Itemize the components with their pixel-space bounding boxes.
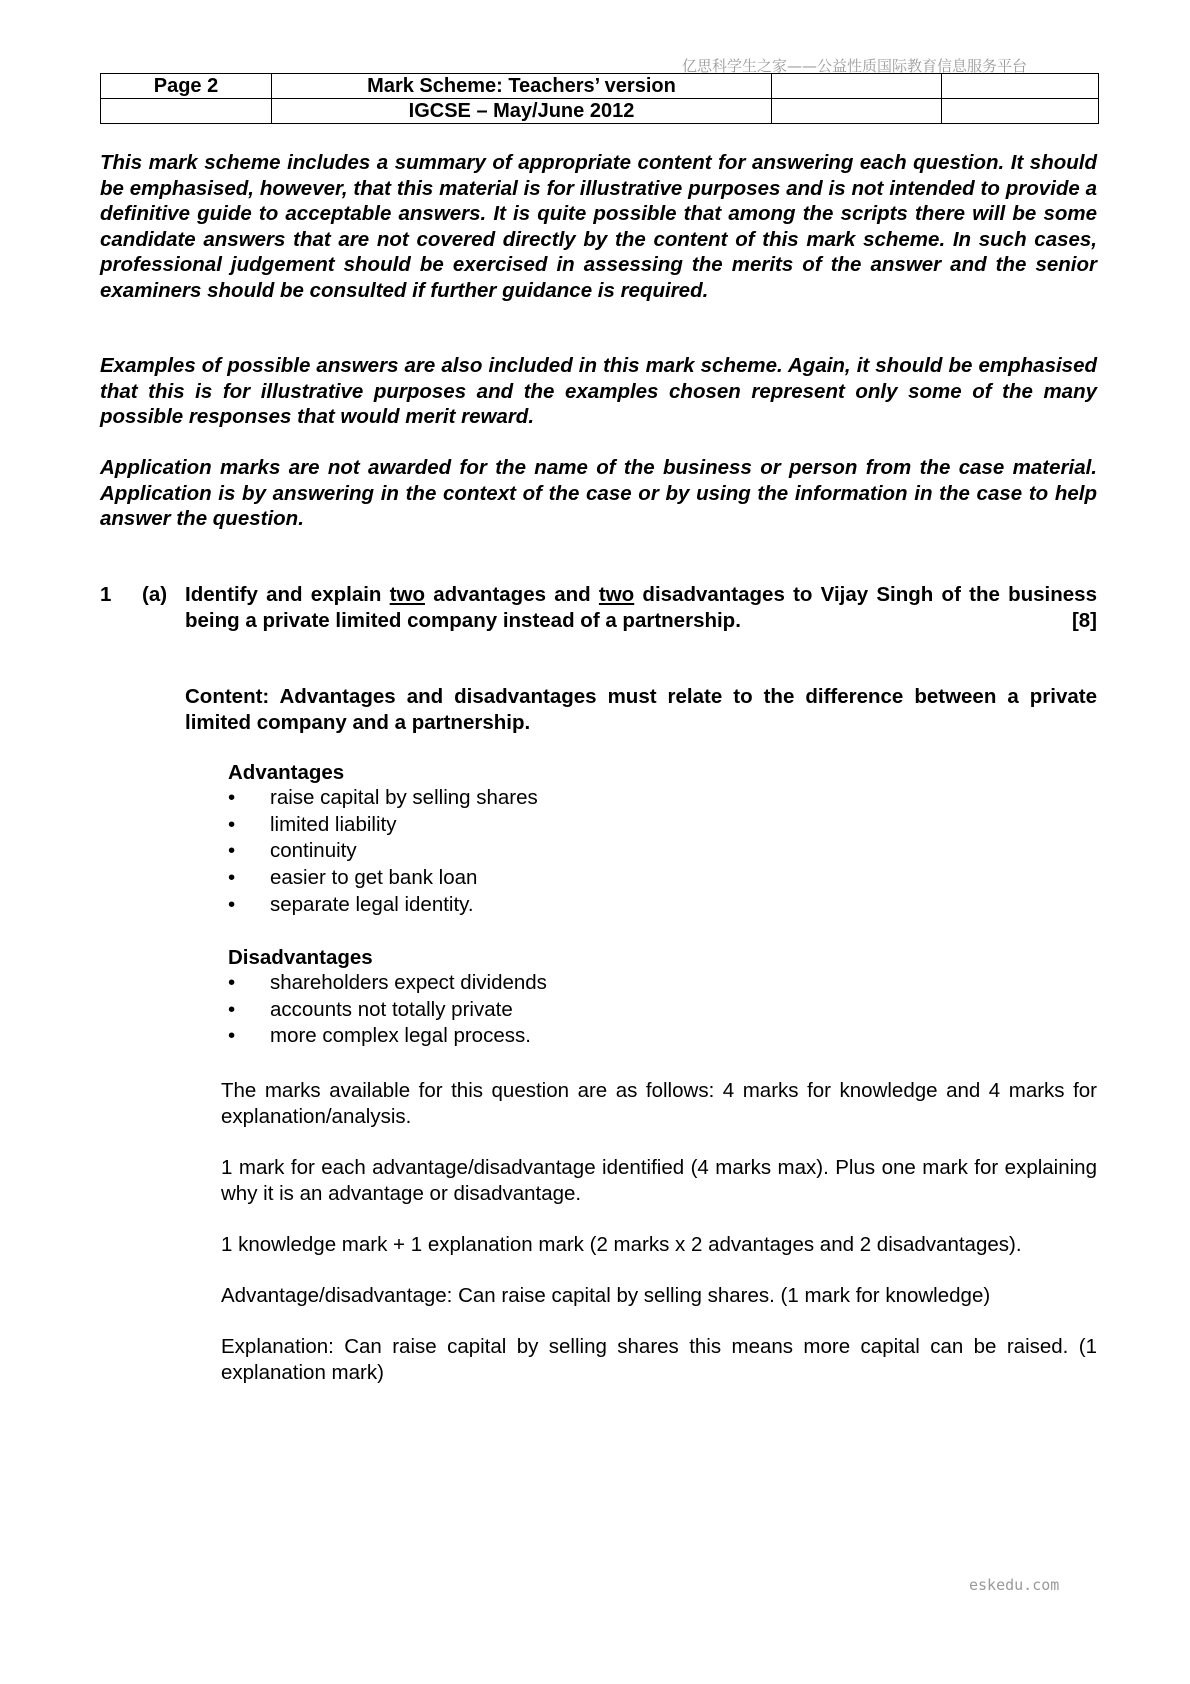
- question-underline-two: two: [598, 583, 635, 606]
- content-note: Content: Advantages and disadvantages must relate to the difference between a private limited company and a partnership.: [185, 685, 1097, 734]
- list-item: • limited liability: [228, 812, 538, 839]
- page-header-table: [100, 73, 1099, 124]
- list-item: • raise capital by selling shares: [228, 785, 538, 812]
- question-underline-two: two: [389, 583, 425, 606]
- intro-paragraph-1: This mark scheme includes a summary of appropriate content for answering each question. It should be emphasised, however, that this material is for illustrative purposes and is not intended to provide a definitive guide to acceptable answers. It is quite possible that among the scripts there will be some candidate answers that are not covered directly by the content of this mark scheme. In such cases, professional judgement should be exercised in assessing the merits of the answer and the senior examiners should be consulted if further guidance is required.: [100, 151, 1097, 302]
- header-row-1: [101, 74, 1099, 99]
- header-empty-cell: [772, 74, 942, 99]
- question-text: [185, 582, 1097, 633]
- advantages-heading: Advantages: [228, 761, 345, 784]
- header-empty-cell: [101, 99, 272, 124]
- question-number: 1: [100, 583, 112, 606]
- question-part: (a): [142, 583, 168, 606]
- guidance-paragraph-1: The marks available for this question are as follows: 4 marks for knowledge and 4 marks for explanation/analysis.: [221, 1079, 1097, 1128]
- header-empty-cell: [942, 74, 1099, 99]
- header-empty-cell: [772, 99, 942, 124]
- bullet-icon: •: [228, 892, 236, 916]
- list-item: • accounts not totally private: [228, 997, 547, 1024]
- exam-session: IGCSE – May/June 2012: [272, 99, 772, 124]
- bullet-icon: •: [228, 866, 236, 890]
- question-text-2: advantages and: [424, 583, 599, 606]
- intro-paragraph-3: Application marks are not awarded for the name of the business or person from the case material. Application is by answering in the context of the case or by using the information in the case to help answer the question.: [100, 456, 1097, 530]
- page-number: Page 2: [101, 74, 272, 99]
- header-empty-cell: [942, 99, 1099, 124]
- guidance-paragraph-3: 1 knowledge mark + 1 explanation mark (2 marks x 2 advantages and 2 disadvantages).: [221, 1233, 1022, 1256]
- bullet-icon: •: [228, 839, 236, 863]
- disadvantages-heading: Disadvantages: [228, 946, 373, 969]
- question-text-3: disadvantages to Vijay Singh of the business being a private limited company instead of a partnership.: [185, 583, 1097, 632]
- header-row-2: [101, 99, 1099, 124]
- mark-scheme-title: Mark Scheme: Teachers’ version: [272, 74, 772, 99]
- list-item: • shareholders expect dividends: [228, 970, 547, 997]
- bullet-icon: •: [228, 786, 236, 809]
- list-item: • continuity: [228, 838, 538, 865]
- bullet-icon: •: [228, 997, 236, 1021]
- intro-paragraph-2: Examples of possible answers are also included in this mark scheme. Again, it should be emphasised that this is for illustrative purposes and the examples chosen represent only some of the many possible responses that would merit reward.: [100, 354, 1097, 428]
- disadvantages-list: [228, 970, 547, 1050]
- list-item: • easier to get bank loan: [228, 865, 538, 892]
- watermark-bottom: eskedu.com: [969, 1576, 1060, 1594]
- list-item: • separate legal identity.: [228, 892, 538, 919]
- bullet-icon: •: [228, 1024, 236, 1048]
- guidance-paragraph-4: Advantage/disadvantage: Can raise capital by selling shares. (1 mark for knowledge): [221, 1284, 991, 1307]
- advantages-list: [228, 785, 538, 919]
- guidance-paragraph-5: Explanation: Can raise capital by selling shares this means more capital can be raised. (1 explanation mark): [221, 1335, 1097, 1384]
- guidance-paragraph-2: 1 mark for each advantage/disadvantage identified (4 marks max). Plus one mark for explaining why it is an advantage or disadvantage.: [221, 1156, 1097, 1205]
- question-text-1: Identify and explain: [185, 583, 390, 606]
- bullet-icon: •: [228, 812, 236, 836]
- watermark-top: 亿思科学生之家——公益性质国际教育信息服务平台: [682, 57, 1028, 75]
- question-marks: [8]: [1071, 608, 1097, 632]
- bullet-icon: •: [228, 971, 236, 994]
- list-item: • more complex legal process.: [228, 1023, 547, 1050]
